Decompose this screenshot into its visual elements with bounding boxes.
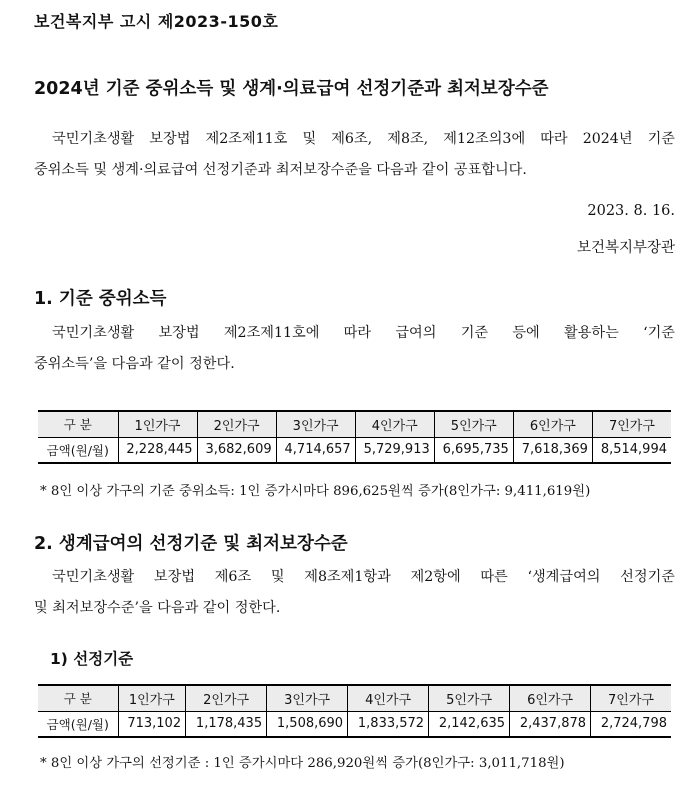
table-header-cell: 구 분: [38, 685, 118, 711]
table-header-cell: 6인가구: [513, 411, 592, 437]
table-header-cell: 7인가구: [591, 685, 671, 711]
table-cell: 8,514,994: [592, 437, 671, 463]
section2-line-1: 국민기초생활 보장법 제6조 및 제8조제1항과 제2항에 따른 ‘생계급여의 선정기준: [52, 569, 675, 585]
intro-line-2: 중위소득 및 생계·의료급여 선정기준과 최저보장수준을 다음과 같이 공표합니다.: [34, 162, 527, 178]
table-cell: 2,437,878: [510, 711, 591, 737]
section2-subheading: 1) 선정기준: [50, 650, 134, 668]
table-cell: 6,695,735: [434, 437, 513, 463]
row-label: 금액(원/월): [38, 437, 118, 463]
section2-heading: 2. 생계급여의 선정기준 및 최저보장수준: [34, 534, 348, 554]
table-header-cell: 4인가구: [348, 685, 429, 711]
document-title: 2024년 기준 중위소득 및 생계·의료급여 선정기준과 최저보장수준: [34, 79, 549, 99]
section2-footnote: * 8인 이상 가구의 선정기준 : 1인 증가시마다 286,920원씩 증가(8인가구: 3,011,718원): [40, 756, 565, 771]
table-cell: 2,142,635: [429, 711, 510, 737]
row-label: 금액(원/월): [38, 711, 118, 737]
table-cell: 2,724,798: [591, 711, 671, 737]
table-header-row: [38, 685, 671, 711]
table-header-cell: 6인가구: [510, 685, 591, 711]
table-header-cell: 7인가구: [592, 411, 671, 437]
section1-paragraph: [34, 318, 675, 380]
table-header-cell: 3인가구: [276, 411, 355, 437]
table-cell: 4,714,657: [276, 437, 355, 463]
table-row: [38, 711, 671, 737]
notice-date: 2023. 8. 16.: [587, 203, 675, 219]
table-header-cell: 3인가구: [267, 685, 348, 711]
section2-line-2: 및 최저보장수준’을 다음과 같이 정한다.: [34, 600, 281, 616]
issuer: 보건복지부장관: [576, 240, 675, 256]
table-header-cell: 2인가구: [197, 411, 276, 437]
notice-number: 보건복지부 고시 제2023-150호: [34, 12, 279, 31]
table-header-cell: 5인가구: [429, 685, 510, 711]
table-header-cell: 구 분: [38, 411, 118, 437]
median-income-table: [38, 410, 671, 464]
table-header-cell: 5인가구: [434, 411, 513, 437]
table-cell: 2,228,445: [118, 437, 197, 463]
table-cell: 5,729,913: [355, 437, 434, 463]
table-header-cell: 4인가구: [355, 411, 434, 437]
table-header-cell: 2인가구: [186, 685, 267, 711]
table-cell: 1,833,572: [348, 711, 429, 737]
section1-footnote: * 8인 이상 가구의 기준 중위소득: 1인 증가시마다 896,625원씩 증가(8인가구: 9,411,619원): [40, 484, 591, 499]
table-cell: 1,178,435: [186, 711, 267, 737]
table-row: [38, 437, 671, 463]
table-cell: 7,618,369: [513, 437, 592, 463]
table-cell: 713,102: [118, 711, 186, 737]
table-header-cell: 1인가구: [118, 411, 197, 437]
intro-paragraph: [34, 124, 675, 186]
table-cell: 1,508,690: [267, 711, 348, 737]
table-header-row: [38, 411, 671, 437]
section2-paragraph: [34, 562, 675, 624]
section1-line-2: 중위소득’을 다음과 같이 정한다.: [34, 356, 235, 372]
section1-heading: 1. 기준 중위소득: [34, 289, 167, 309]
table-header-cell: 1인가구: [118, 685, 186, 711]
selection-criteria-table: [38, 684, 671, 738]
intro-line-1: 국민기초생활 보장법 제2조제11호 및 제6조, 제8조, 제12조의3에 따라 2024년 기준: [52, 131, 675, 147]
table-cell: 3,682,609: [197, 437, 276, 463]
section1-line-1: 국민기초생활 보장법 제2조제11호에 따라 급여의 기준 등에 활용하는 ‘기준: [52, 325, 675, 341]
